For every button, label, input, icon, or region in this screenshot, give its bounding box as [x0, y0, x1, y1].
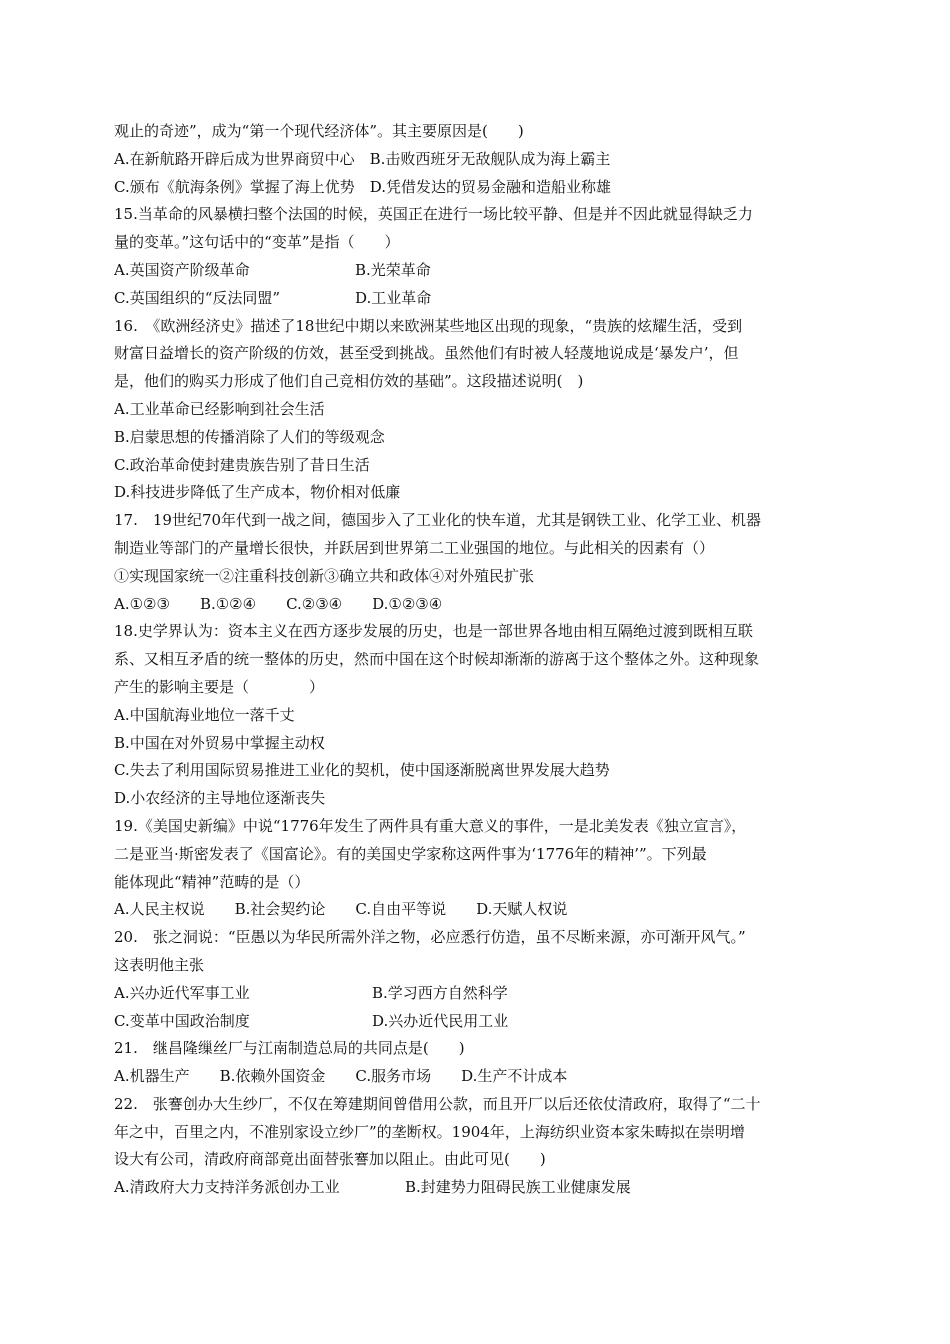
option-row — [114, 285, 840, 313]
question-22: 22. 张謇创办大生纱厂，不仅在筹建期间曾借用公款，而且开厂以后还依仗清政府，取得了“二十 — [114, 1094, 761, 1113]
option-line: A.①②③ B.①②④ C.②③④ D.①②③④ — [114, 594, 443, 613]
option-row — [114, 257, 840, 285]
option-line: B.中国在对外贸易中掌握主动权 — [114, 733, 325, 752]
text-line: 能体现此“精神”范畴的是（） — [114, 872, 310, 891]
option-line: A.中国航海业地位一落千丈 — [114, 705, 295, 724]
question-17: 17. 19世纪70年代到一战之间，德国步入了工业化的快车道，尤其是钢铁工业、化学工业、机器 — [114, 511, 762, 530]
option-b: B.光荣革命 — [355, 260, 431, 279]
option-row — [114, 1174, 840, 1202]
option-b: B.学习西方自然科学 — [372, 983, 508, 1002]
text-line: 财富日益增长的资产阶级的仿效，甚至受到挑战。虽然他们有时被人轻蔑地说成是‘暴发户’，但 — [114, 344, 739, 363]
option-line: A.工业革命已经影响到社会生活 — [114, 399, 325, 418]
option-a: A.兴办近代军事工业 — [114, 983, 250, 1002]
option-line: B.启蒙思想的传播消除了人们的等级观念 — [114, 427, 385, 446]
option-line: A.在新航路开辟后成为世界商贸中心 B.击败西班牙无敌舰队成为海上霸主 — [114, 149, 611, 168]
option-row — [114, 1008, 840, 1036]
option-d: D.工业革命 — [355, 288, 432, 307]
text-line: 量的变革。”这句话中的“变革”是指（ ） — [114, 233, 400, 252]
text-line: ①实现国家统一②注重科技创新③确立共和政体④对外殖民扩张 — [114, 566, 535, 585]
text-line: 这表明他主张 — [114, 955, 205, 974]
text-line: 观止的奇迹”，成为“第一个现代经济体”。其主要原因是( ) — [114, 122, 524, 140]
text-line: 年之中，百里之内，不准别家设立纱厂”的垄断权。1904年，上海纺织业资本家朱畴拟在崇明增 — [114, 1122, 745, 1141]
option-line: D.科技进步降低了生产成本，物价相对低廉 — [114, 483, 401, 502]
text-line: 产生的影响主要是（ ） — [114, 677, 325, 696]
option-line: A.人民主权说 B.社会契约论 C.自由平等说 D.天赋人权说 — [114, 900, 568, 919]
question-16: 16. 《欧洲经济史》描述了18世纪中期以来欧洲某些地区出现的现象，“贵族的炫耀生活，受到 — [114, 316, 743, 335]
question-18: 18.史学界认为：资本主义在西方逐步发展的历史，也是一部世界各地由相互隔绝过渡到既相互联 — [114, 622, 753, 641]
option-row — [114, 980, 840, 1008]
option-line: A.机器生产 B.依赖外国资金 C.服务市场 D.生产不计成本 — [114, 1067, 568, 1086]
text-line: 制造业等部门的产量增长很快，并跃居到世界第二工业强国的地位。与此相关的因素有（） — [114, 538, 715, 557]
question-21: 21. 继昌隆缫丝厂与江南制造总局的共同点是( ) — [114, 1039, 465, 1058]
text-line: 系、又相互矛盾的统一整体的历史，然而中国在这个时候却渐渐的游离于这个整体之外。这种现象 — [114, 650, 760, 669]
text-line: 二是亚当·斯密发表了《国富论》。有的美国史学家称这两件事为‘1776年的精神’”。下列最 — [114, 844, 707, 863]
option-a: A.清政府大力支持洋务派创办工业 — [114, 1178, 340, 1197]
text-line: 设大有公司，清政府商部竟出面替张謇加以阻止。由此可见( ) — [114, 1150, 546, 1169]
question-text — [114, 118, 840, 1202]
question-19: 19.《美国史新编》中说“1776年发生了两件具有重大意义的事件，一是北美发表《独立宣言》， — [114, 816, 747, 835]
question-20: 20. 张之洞说：“臣愚以为华民所需外洋之物，必应悉行仿造，虽不尽断来源，亦可渐开风气。” — [114, 928, 746, 947]
text-line: 是，他们的购买力形成了他们自己竞相仿效的基础”。这段描述说明( ) — [114, 372, 584, 391]
option-c: C.变革中国政治制度 — [114, 1011, 250, 1030]
question-15: 15.当革命的风暴横扫整个法国的时候，英国正在进行一场比较平静、但是并不因此就显得缺乏力 — [114, 205, 753, 224]
option-b: B.封建势力阻碍民族工业健康发展 — [405, 1178, 631, 1197]
option-a: A.英国资产阶级革命 — [114, 260, 250, 279]
option-d: D.兴办近代民用工业 — [372, 1011, 509, 1030]
option-line: C.失去了利用国际贸易推进工业化的契机，使中国逐渐脱离世界发展大趋势 — [114, 761, 610, 780]
option-line: C.颁布《航海条例》掌握了海上优势 D.凭借发达的贸易金融和造船业称雄 — [114, 177, 611, 196]
option-c: C.英国组织的“反法同盟” — [114, 288, 281, 307]
option-line: C.政治革命使封建贵族告别了昔日生活 — [114, 455, 370, 474]
option-line: D.小农经济的主导地位逐渐丧失 — [114, 789, 326, 808]
